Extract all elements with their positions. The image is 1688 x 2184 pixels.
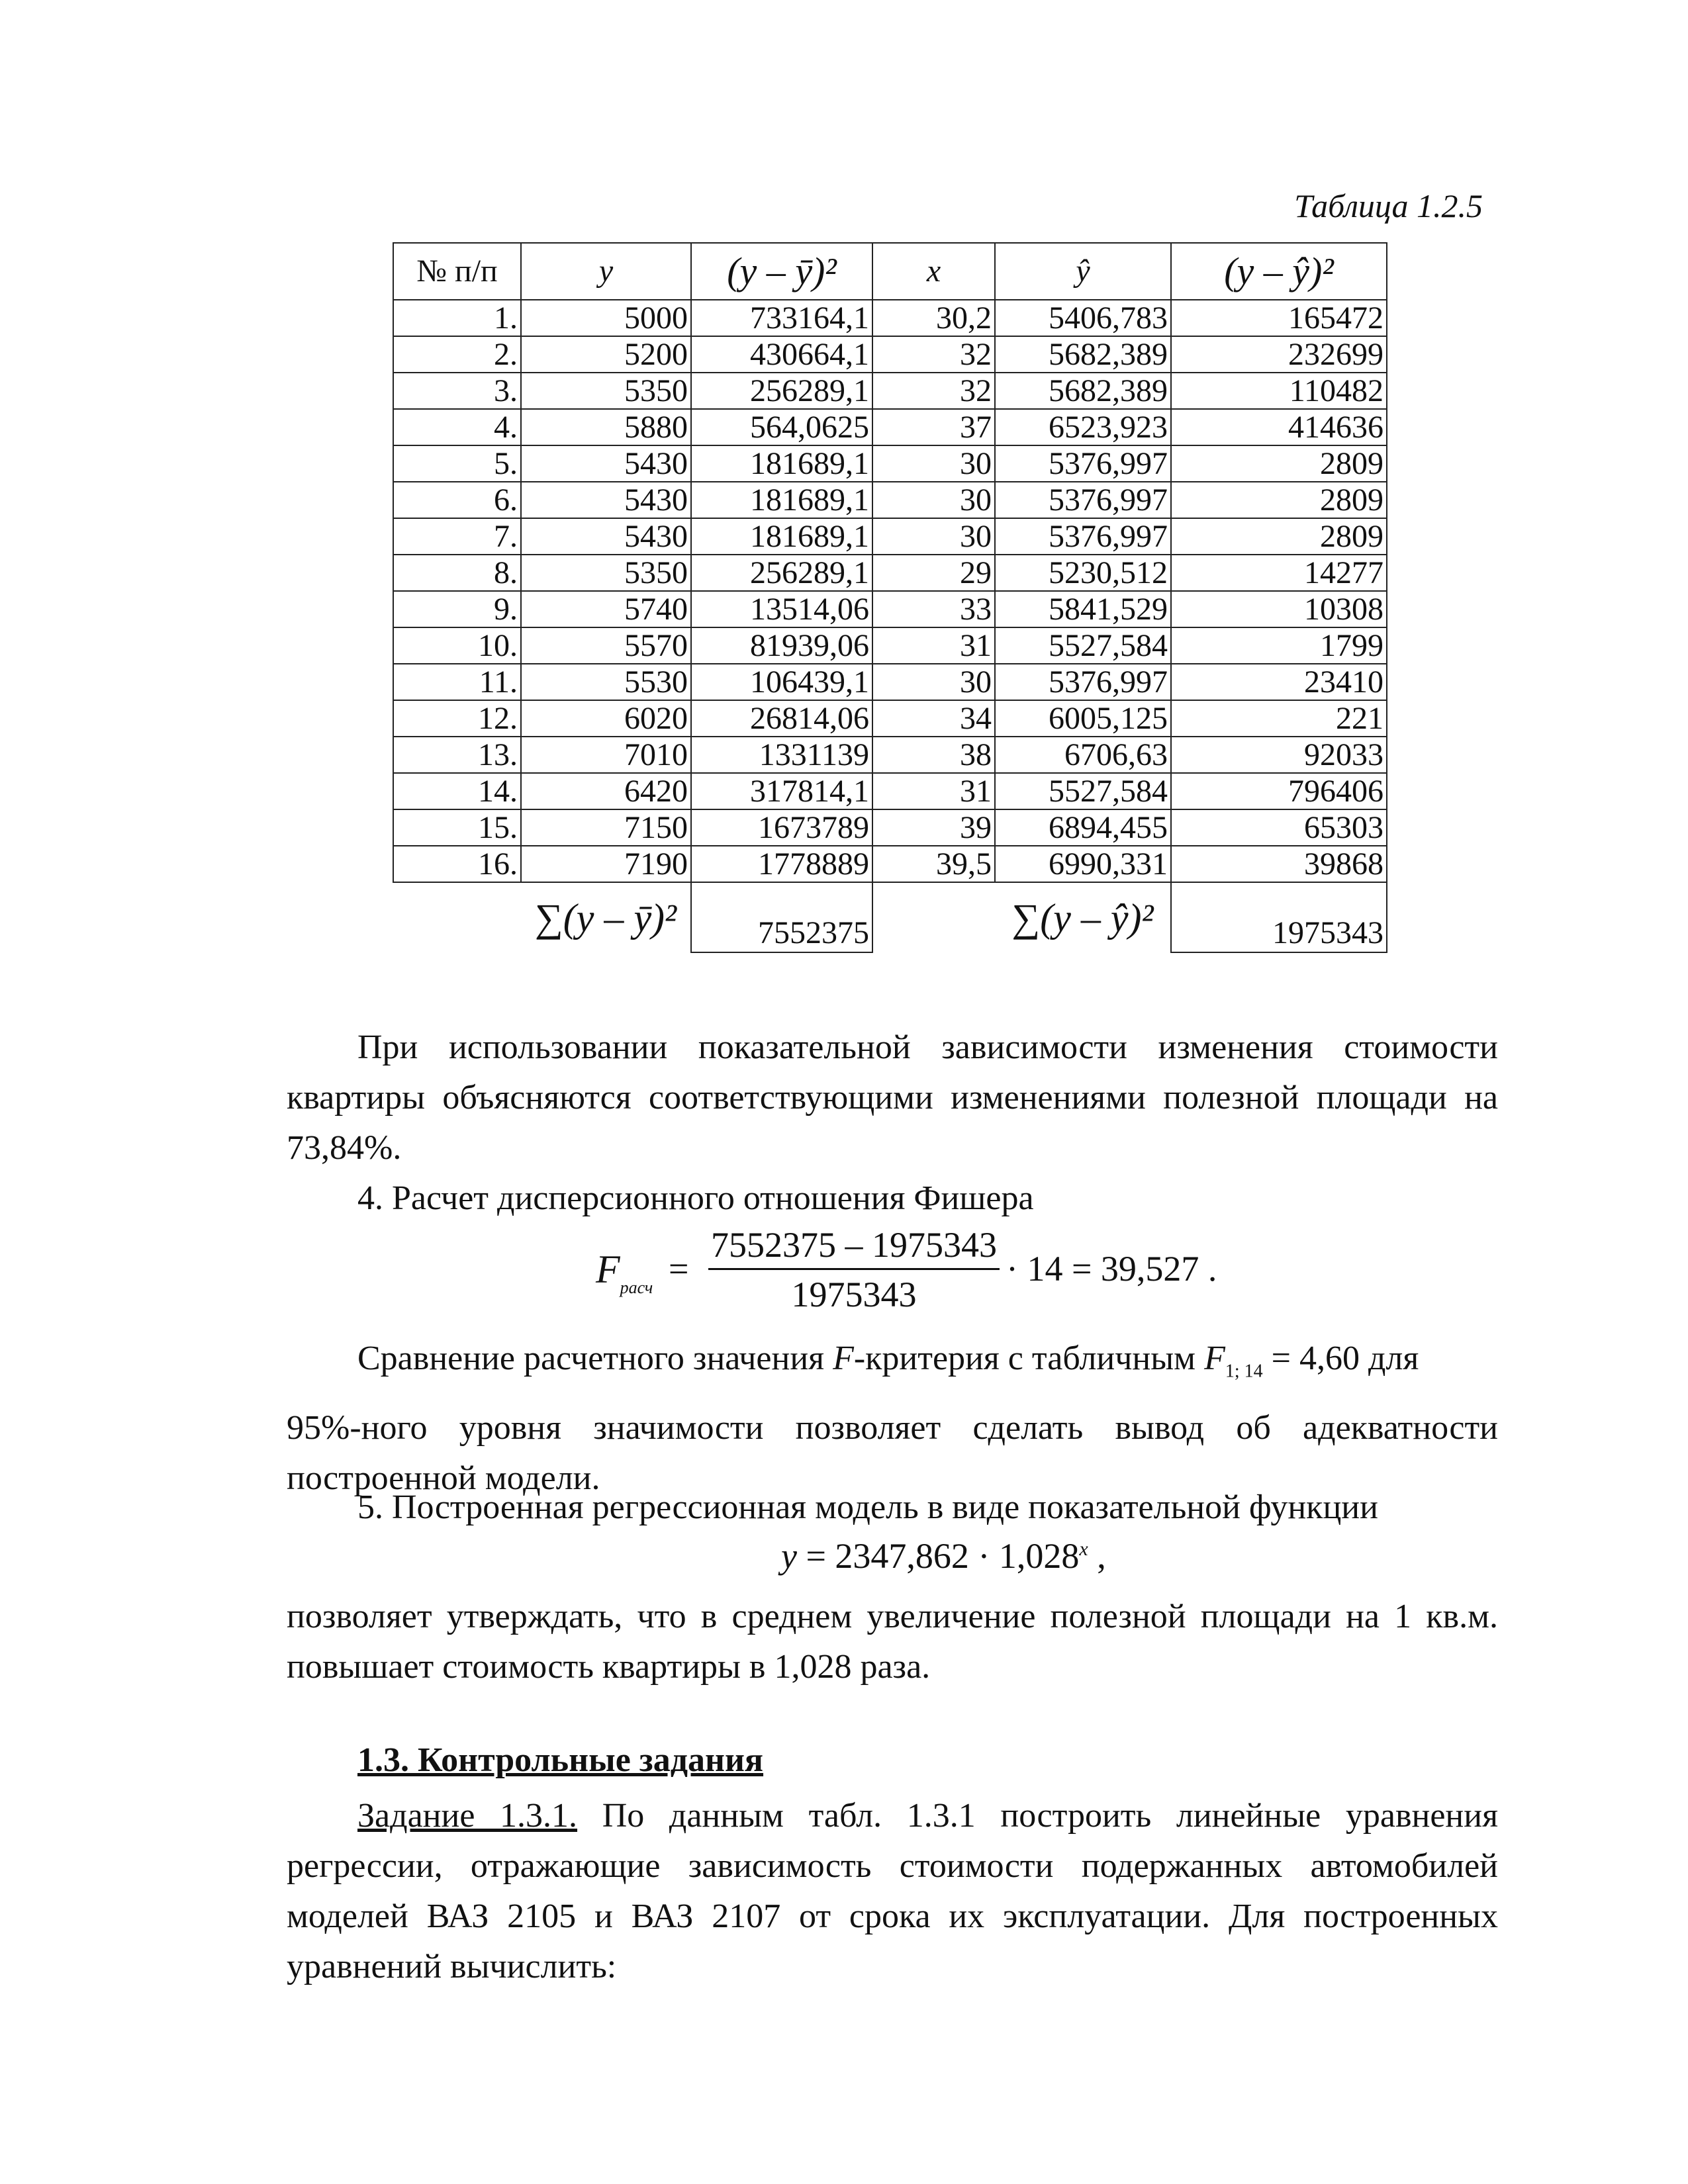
table-cell: 13. [393, 737, 521, 773]
table-cell: 5000 [521, 300, 691, 336]
table-cell: 29 [872, 555, 995, 591]
table-caption: Таблица 1.2.5 [1294, 187, 1483, 224]
table-row [393, 809, 1387, 846]
table-row [393, 555, 1387, 591]
fisher-formula [596, 1224, 1258, 1330]
table-cell: 1331139 [691, 737, 872, 773]
table-cell: 4. [393, 409, 521, 445]
table-cell: 30 [872, 445, 995, 482]
table-row [393, 846, 1387, 882]
table-cell: 30 [872, 518, 995, 555]
table-cell: 5530 [521, 664, 691, 700]
formula-fraction [708, 1224, 1000, 1315]
table-cell: 6005,125 [995, 700, 1171, 737]
table-row [393, 373, 1387, 409]
table-cell: 733164,1 [691, 300, 872, 336]
table-cell: 1673789 [691, 809, 872, 846]
table-cell: 13514,06 [691, 591, 872, 627]
table-cell: 14. [393, 773, 521, 809]
header-number: № п/п [393, 243, 521, 300]
table-cell: 33 [872, 591, 995, 627]
table-cell: 31 [872, 627, 995, 664]
table-row [393, 445, 1387, 482]
table-cell: 5. [393, 445, 521, 482]
table-cell: 5740 [521, 591, 691, 627]
table-cell: 8. [393, 555, 521, 591]
table-cell: 16. [393, 846, 521, 882]
table-cell: 81939,06 [691, 627, 872, 664]
table-row [393, 737, 1387, 773]
table-cell: 6. [393, 482, 521, 518]
table-cell: 5430 [521, 445, 691, 482]
table-cell: 5527,584 [995, 773, 1171, 809]
paragraph-exponential-dependence: При использовании показательной зависимости изменения стоимости квартиры объясняются соответствующими изменениями полезной площади на 73,84%. [287, 1028, 1498, 1167]
table-cell: 39868 [1171, 846, 1387, 882]
table-row [393, 773, 1387, 809]
sum2-label: ∑(y – ŷ)² [1011, 895, 1154, 940]
table-cell: 10308 [1171, 591, 1387, 627]
table-row [393, 482, 1387, 518]
sum1-value: 7552375 [691, 882, 872, 952]
table-cell: 5841,529 [995, 591, 1171, 627]
table-row [393, 300, 1387, 336]
task-link: Задание 1.3.1. [357, 1797, 578, 1835]
formula-result: · 14 = 39,527 . [1006, 1249, 1217, 1289]
table-cell: 6523,923 [995, 409, 1171, 445]
table-cell: 31 [872, 773, 995, 809]
table-cell: 181689,1 [691, 482, 872, 518]
sum-spacer [393, 882, 521, 952]
table-cell: 5376,997 [995, 664, 1171, 700]
table-cell: 232699 [1171, 336, 1387, 373]
table-cell: 6020 [521, 700, 691, 737]
section-heading: 1.3. Контрольные задания [357, 1741, 764, 1779]
formula-numerator: 7552375 – 1975343 [708, 1224, 1000, 1270]
table-row [393, 409, 1387, 445]
formula-F-symbol: $F_{расч}$ [596, 1248, 653, 1297]
table-row [393, 518, 1387, 555]
table-cell: 110482 [1171, 373, 1387, 409]
table-cell: 106439,1 [691, 664, 872, 700]
sum2-value: 1975343 [1171, 882, 1387, 952]
sum-row [393, 882, 1387, 952]
table-cell: 32 [872, 373, 995, 409]
table-cell: 15. [393, 809, 521, 846]
table-cell: 7150 [521, 809, 691, 846]
header-y-hat: ŷ [995, 243, 1171, 300]
paragraph-task: Задание 1.3.1. По данным табл. 1.3.1 построить линейные уравнения регрессии, отражающие зависимость стоимости подержанных автомобилей моделей ВАЗ 2105 и ВАЗ 2107 от срока их эксплуатации. Для построенных уравнений вычислить: [287, 1797, 1498, 1985]
table-cell: 38 [872, 737, 995, 773]
table-cell: 6420 [521, 773, 691, 809]
table-cell: 7. [393, 518, 521, 555]
header-y-minus-mean-sq: (y – ȳ)² [691, 243, 872, 300]
table-cell: 256289,1 [691, 373, 872, 409]
table-cell: 1. [393, 300, 521, 336]
table-cell: 30,2 [872, 300, 995, 336]
table-cell: 1778889 [691, 846, 872, 882]
sum-spacer-2 [872, 882, 995, 952]
table-cell: 37 [872, 409, 995, 445]
table-cell: 6706,63 [995, 737, 1171, 773]
paragraph-conclusion: позволяет утверждать, что в среднем увеличение полезной площади на 1 кв.м. повышает стоимость квартиры в 1,028 раза. [287, 1598, 1498, 1686]
paragraph-comparison: Сравнение расчетного значения F-критерия с табличным $F_{1; 14} = 4,60$ для 95%-ного уровня значимости позволяет сделать вывод об адекватности построенной модели. [287, 1340, 1498, 1498]
table-cell: 5430 [521, 482, 691, 518]
formula-equals: = [669, 1249, 689, 1289]
table-cell: 5230,512 [995, 555, 1171, 591]
table-cell: 6990,331 [995, 846, 1171, 882]
table-cell: 414636 [1171, 409, 1387, 445]
table-cell: 2809 [1171, 518, 1387, 555]
table-header-row [393, 243, 1387, 300]
table-body [393, 300, 1387, 882]
table-cell: 5527,584 [995, 627, 1171, 664]
data-table [393, 242, 1387, 953]
table-cell: 2809 [1171, 445, 1387, 482]
header-y: y [521, 243, 691, 300]
table-cell: 39,5 [872, 846, 995, 882]
table-cell: 12. [393, 700, 521, 737]
table-row [393, 591, 1387, 627]
table-cell: 5350 [521, 373, 691, 409]
table-cell: 10. [393, 627, 521, 664]
table-cell: 92033 [1171, 737, 1387, 773]
table-cell: 26814,06 [691, 700, 872, 737]
table-cell: 5880 [521, 409, 691, 445]
table-cell: 430664,1 [691, 336, 872, 373]
header-residual-sq: (y – ŷ)² [1171, 243, 1387, 300]
regression-formula: $y = 2347,862 \cdot 1,028^x$ , [781, 1536, 1106, 1576]
table-cell: 165472 [1171, 300, 1387, 336]
table-cell: 5376,997 [995, 482, 1171, 518]
table-cell: 5430 [521, 518, 691, 555]
table-row [393, 664, 1387, 700]
table-cell: 65303 [1171, 809, 1387, 846]
table-cell: 5682,389 [995, 336, 1171, 373]
table-row [393, 627, 1387, 664]
formula-denominator: 1975343 [791, 1275, 917, 1314]
sum1-label: ∑(y – ȳ)² [535, 895, 677, 940]
table-cell: 256289,1 [691, 555, 872, 591]
table-row [393, 700, 1387, 737]
table-cell: 7190 [521, 846, 691, 882]
table-cell: 564,0625 [691, 409, 872, 445]
table-cell: 34 [872, 700, 995, 737]
table-cell: 11. [393, 664, 521, 700]
table-cell: 39 [872, 809, 995, 846]
table-cell: 5682,389 [995, 373, 1171, 409]
table-cell: 23410 [1171, 664, 1387, 700]
table-cell: 5376,997 [995, 445, 1171, 482]
table-cell: 2809 [1171, 482, 1387, 518]
table-cell: 1799 [1171, 627, 1387, 664]
table-cell: 14277 [1171, 555, 1387, 591]
table-cell: 5570 [521, 627, 691, 664]
table-cell: 3. [393, 373, 521, 409]
table-cell: 6894,455 [995, 809, 1171, 846]
table-cell: 7010 [521, 737, 691, 773]
table-cell: 30 [872, 664, 995, 700]
table-cell: 32 [872, 336, 995, 373]
table-cell: 221 [1171, 700, 1387, 737]
table-row [393, 336, 1387, 373]
table-cell: 30 [872, 482, 995, 518]
table-cell: 181689,1 [691, 518, 872, 555]
table-cell: 181689,1 [691, 445, 872, 482]
table-cell: 5406,783 [995, 300, 1171, 336]
header-x: x [872, 243, 995, 300]
table-cell: 317814,1 [691, 773, 872, 809]
table-cell: 5200 [521, 336, 691, 373]
paragraph-fisher-heading: 4. Расчет дисперсионного отношения Фишера [357, 1179, 1034, 1217]
paragraph-model-heading: 5. Построенная регрессионная модель в виде показательной функции [357, 1488, 1378, 1526]
table-cell: 9. [393, 591, 521, 627]
table-cell: 5376,997 [995, 518, 1171, 555]
table-cell: 5350 [521, 555, 691, 591]
table-cell: 2. [393, 336, 521, 373]
table-cell: 796406 [1171, 773, 1387, 809]
